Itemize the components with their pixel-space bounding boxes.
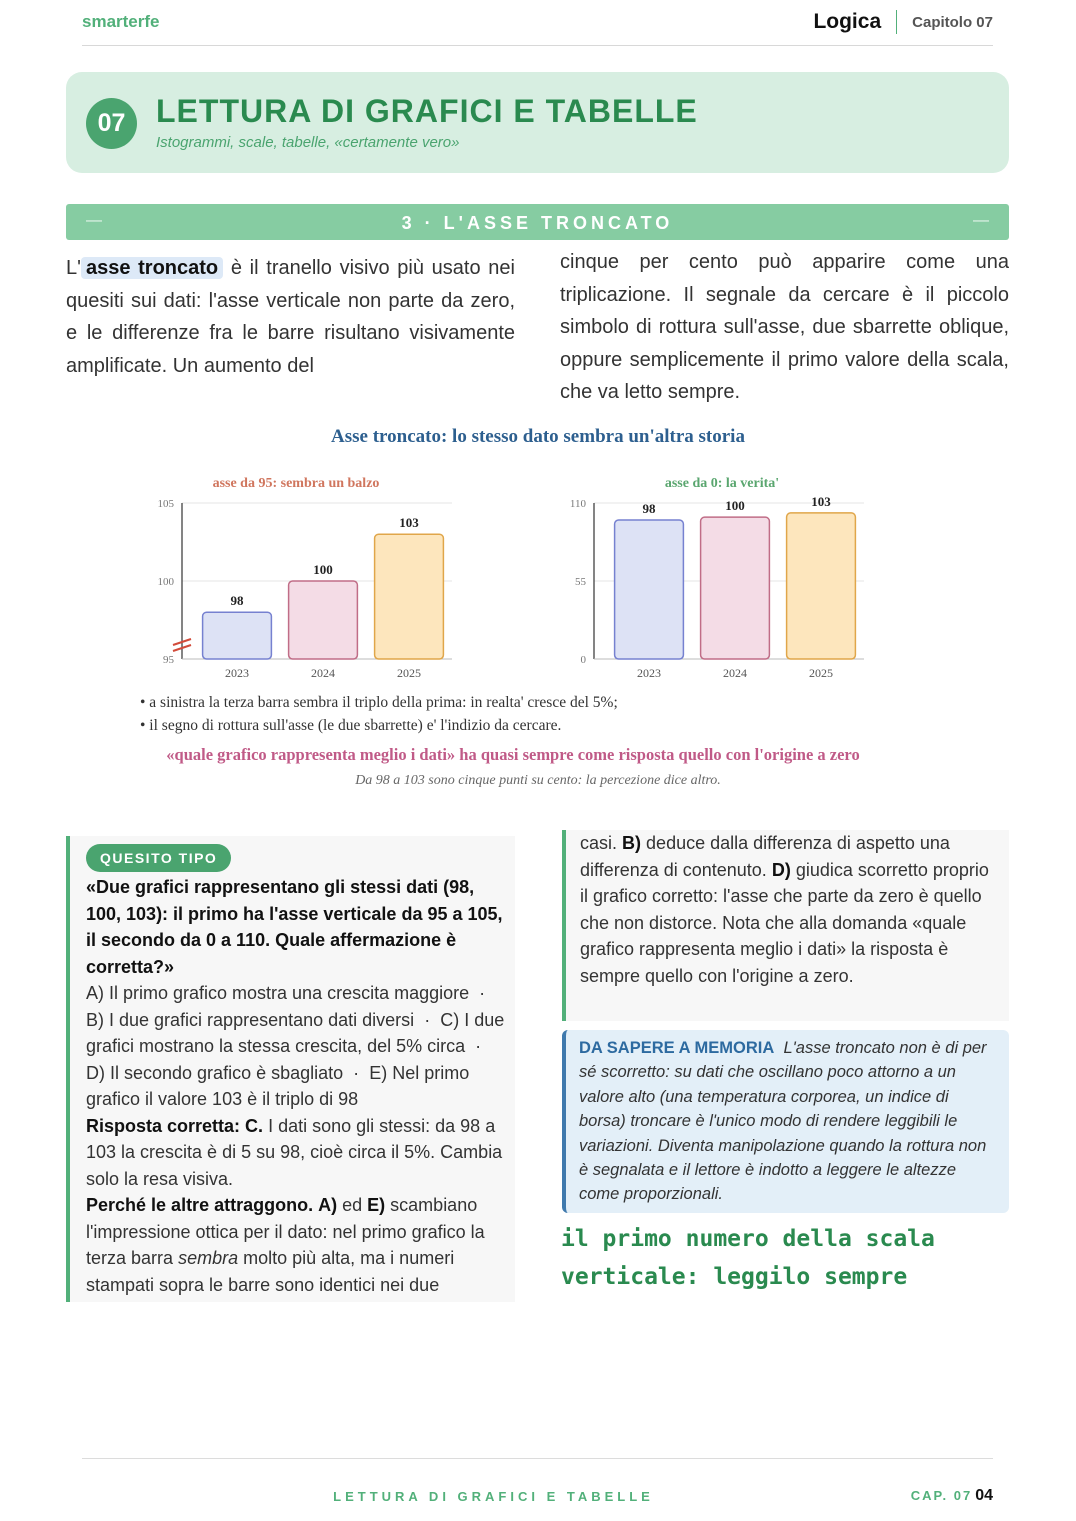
option-b: B) I due grafici rappresentano dati diversi	[86, 1009, 415, 1030]
figure-title: Asse troncato: lo stesso dato sembra un'altra storia	[331, 426, 745, 447]
chart-title: asse da 95: sembra un balzo	[212, 476, 380, 491]
why-option-e: E)	[367, 1195, 386, 1215]
bar-charts-comparison	[0, 465, 1076, 690]
why-conjunction: ed	[342, 1195, 363, 1215]
quesito-options	[86, 980, 505, 1113]
figure-note: Da 98 a 103 sono cinque punti su cento: la percezione dice altro.	[355, 773, 721, 788]
why-text-2: molto più alta, ma i numeri stampati sopra le barre sono identici nei due	[86, 1248, 455, 1295]
intro-prefix: L'	[66, 257, 81, 279]
bar	[375, 534, 444, 659]
section-dash-right: —	[973, 212, 989, 229]
y-tick-label: 55	[575, 576, 586, 588]
why-option-a: A)	[318, 1195, 338, 1215]
answer-text: I dati sono gli stessi: da 98 a 103 la crescita è di 5 su 98, cioè circa il 5%. Cambia solo la resa visiva.	[86, 1115, 503, 1189]
why-label: Perché le altre attraggono.	[86, 1195, 314, 1215]
x-tick-label: 2024	[723, 666, 747, 680]
answer-label: Risposta corretta: C.	[86, 1115, 264, 1136]
footer-divider	[82, 1458, 993, 1459]
y-tick-label: 100	[157, 576, 174, 588]
quesito-question: «Due grafici rappresentano gli stessi dati (98, 100, 103): il primo ha l'asse verticale da 95 a 105, il secondo da 0 a 110. Quale affermazione è corretta?»	[86, 877, 503, 977]
cont-option-d: D)	[771, 859, 791, 880]
chapter-number-badge: 07	[86, 98, 137, 149]
x-tick-label: 2024	[311, 666, 335, 680]
memo-label: DA SAPERE A MEMORIA	[579, 1039, 775, 1057]
why-emphasis: sembra	[178, 1248, 239, 1268]
cont-text-3: giudica scorretto proprio il grafico corretto: l'asse che parte da zero è quello che non distorce. Nota che alla domanda «quale grafico rappresenta meglio i dati» la risposta è sempre quello con l'origine a zero.	[580, 859, 989, 986]
intro-paragraph-right: cinque per cento può apparire come una triplicazione. Il segnale da cercare è il piccolo simbolo di rottura sull'asse, due sbarrette oblique, oppure semplicemente il primo valore della scala, che va letto sempre.	[560, 251, 1009, 403]
bullet-item: • a sinistra la terza barra sembra il triplo della prima: in realta' cresce del 5%;	[140, 694, 618, 711]
section-dash-left: —	[86, 212, 102, 229]
bar	[289, 581, 358, 659]
footer-cap-label: CAP. 07	[910, 1488, 973, 1503]
bar-value-label: 98	[230, 593, 244, 609]
cont-text-1: casi.	[580, 833, 618, 853]
option-e: E) Nel primo grafico il valore 103 è il triplo di 98	[86, 1062, 470, 1109]
option-separator: ·	[474, 983, 491, 1003]
section-title: 3 · L'ASSE TRONCATO	[401, 213, 674, 233]
y-tick-label: 95	[163, 654, 174, 666]
brand-name: smarterfe	[82, 12, 160, 31]
bar-value-label: 103	[811, 493, 831, 509]
footer-title: LETTURA DI GRAFICI E TABELLE	[333, 1489, 654, 1504]
y-tick-label: 110	[569, 498, 586, 510]
bullet-item: • il segno di rottura sull'asse (le due sbarrette) e' l'indizio da cercare.	[140, 717, 562, 734]
handwritten-note: il primo numero della scala verticale: leggilo sempre	[561, 1226, 935, 1290]
page-number: 04	[975, 1487, 993, 1504]
subject-name: Logica	[813, 10, 882, 33]
intro-left-text: è il tranello visivo più usato nei quesiti sui dati: l'asse verticale non parte da zero, e le differenze fra le barre risultano visivamente amplificate. Un aumento del	[66, 257, 515, 377]
memo-box	[562, 1030, 1009, 1213]
bar	[701, 517, 770, 659]
bar-value-label: 100	[725, 498, 745, 514]
x-tick-label: 2023	[225, 666, 249, 680]
footer-chapter	[911, 1487, 993, 1505]
section-header	[66, 204, 1009, 240]
bar	[615, 520, 684, 659]
bar-value-label: 103	[399, 515, 419, 531]
bar-value-label: 100	[313, 562, 333, 577]
quesito-explanation	[86, 1192, 505, 1298]
chapter-subtitle: Istogrammi, scale, tabelle, «certamente vero»	[156, 134, 460, 151]
figure-tip: «quale grafico rappresenta meglio i dati» ha quasi sempre come risposta quello con l'origine a zero	[166, 745, 860, 764]
option-c: C) I due grafici mostrano la stessa crescita, del 5% circa	[86, 1009, 505, 1056]
quesito-badge: QUESITO TIPO	[86, 844, 231, 872]
chapter-banner	[66, 72, 1009, 173]
x-tick-label: 2025	[397, 666, 421, 680]
bar	[203, 612, 272, 659]
quesito-continuation	[562, 830, 1009, 1021]
option-separator: ·	[470, 1036, 487, 1056]
bar-value-label: 98	[642, 501, 656, 517]
x-tick-label: 2023	[637, 666, 661, 680]
cont-option-b: B)	[622, 833, 642, 853]
quesito-box	[66, 836, 515, 1302]
option-d: D) Il secondo grafico è sbagliato	[86, 1062, 344, 1083]
figure-bullets	[140, 691, 618, 737]
chapter-label: Capitolo 07	[912, 13, 993, 31]
y-tick-label: 0	[580, 654, 586, 666]
cont-text-2: deduce dalla differenza di aspetto una differenza di contenuto.	[580, 833, 950, 880]
quesito-answer	[86, 1113, 505, 1193]
term-highlight: asse troncato	[81, 257, 223, 279]
why-text-1: scambiano l'impressione ottica per il dato: nel primo grafico la terza barra	[86, 1195, 485, 1268]
option-a: A) Il primo grafico mostra una crescita maggiore	[86, 983, 470, 1003]
y-tick-label: 105	[157, 498, 174, 510]
bar	[787, 513, 856, 659]
header-right	[813, 10, 993, 34]
option-separator: ·	[348, 1062, 365, 1083]
option-separator: ·	[419, 1009, 436, 1030]
chapter-title: LETTURA DI GRAFICI E TABELLE	[156, 93, 698, 129]
page-header	[82, 0, 993, 46]
header-divider	[896, 10, 897, 34]
memo-text: L'asse troncato non è di per sé scorretto: su dati che oscillano poco attorno a un valore alto (una temperatura corporea, un indice di borsa) troncare è l'unico modo di rendere leggibili le variazioni. Diventa manipolazione quando la rottura non è segnalata e il lettore è indotto a leggere le altezze come proporzionali.	[579, 1039, 987, 1204]
x-tick-label: 2025	[809, 666, 833, 680]
intro-paragraph-left	[66, 252, 515, 382]
chart-title: asse da 0: la verita'	[664, 476, 780, 491]
